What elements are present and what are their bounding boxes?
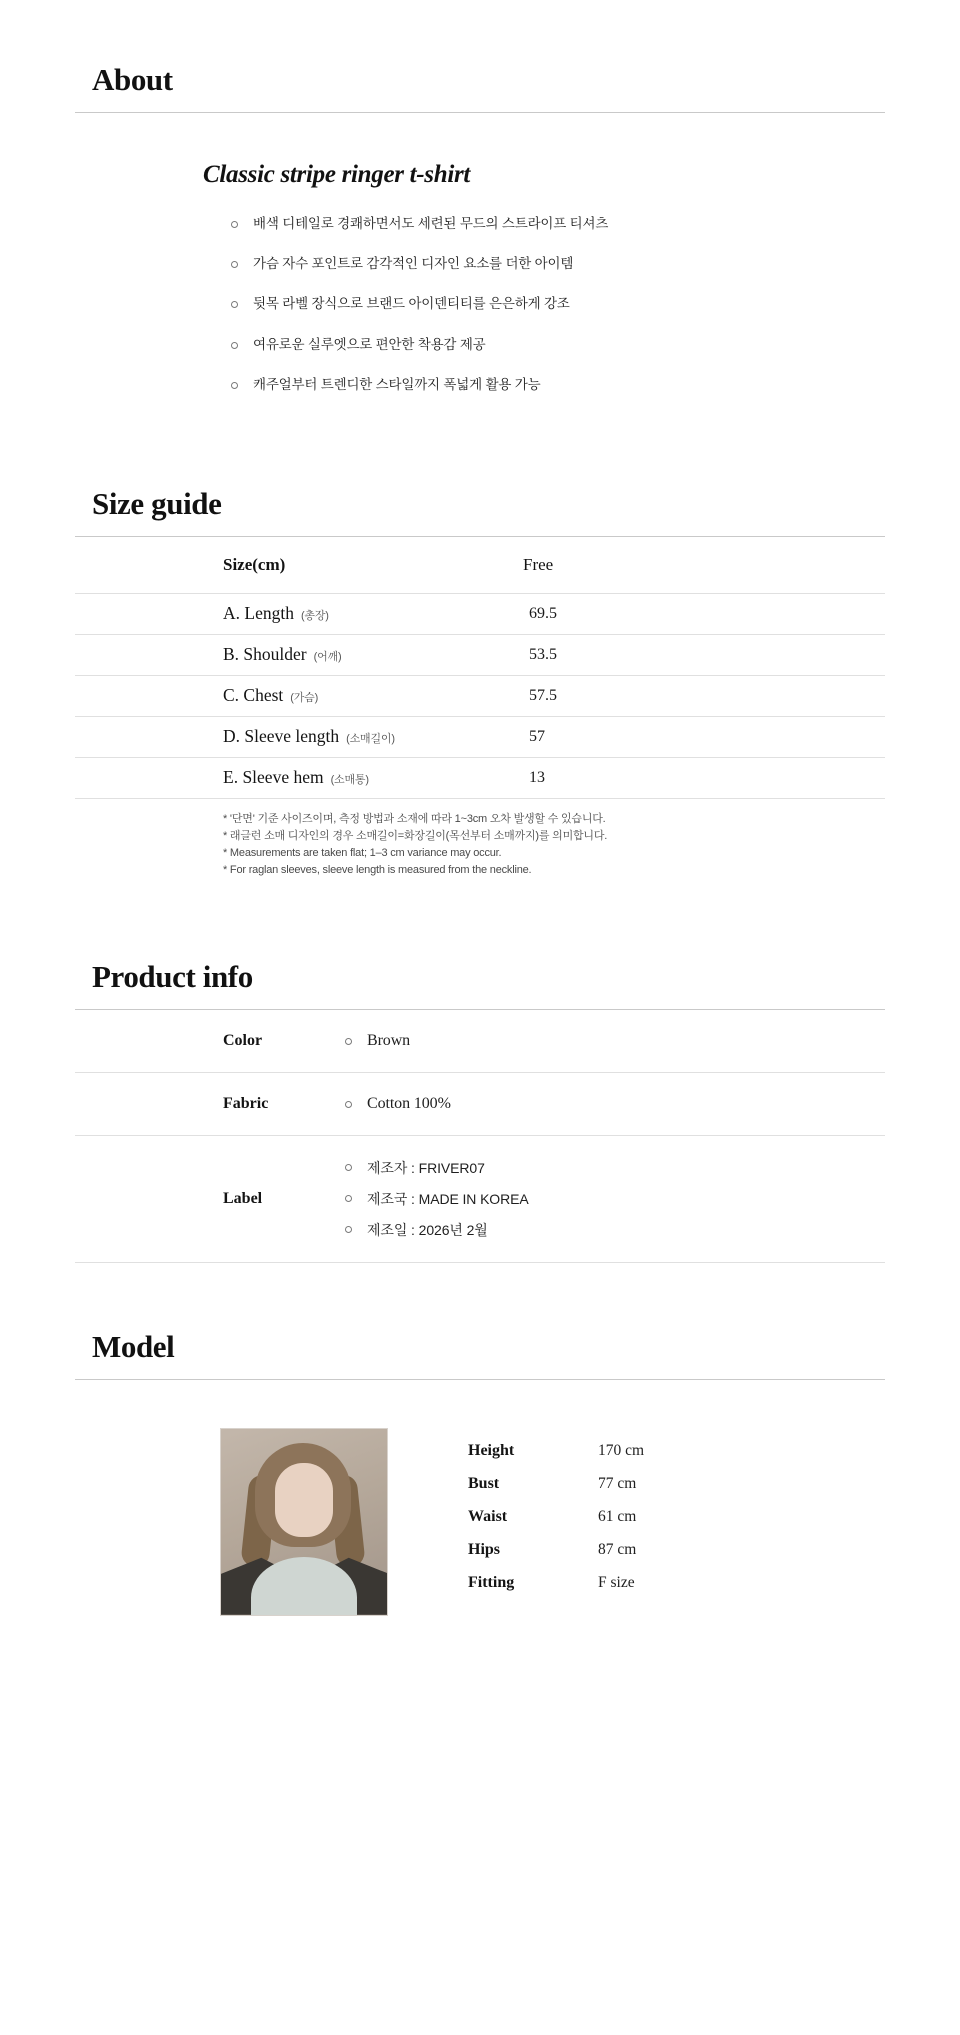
model-spec-value: 170 cm [598, 1441, 645, 1459]
table-row [468, 1541, 644, 1574]
table-row [468, 1508, 644, 1541]
size-guide-table [75, 537, 885, 799]
size-row-label-en: A. Length [223, 603, 294, 624]
list-item: 제조국 : MADE IN KOREA [345, 1189, 885, 1209]
product-info-body [75, 1010, 885, 1263]
model-specs-table [468, 1442, 644, 1607]
size-row-label [75, 593, 505, 634]
size-row-label-en: D. Sleeve length [223, 726, 340, 747]
list-item: 제조일 : 2026년 2월 [345, 1220, 885, 1240]
size-note: * Measurements are taken flat; 1–3 cm variance may occur. [223, 846, 502, 859]
model-spec-value: 77 cm [598, 1474, 637, 1492]
size-table-head [75, 537, 885, 593]
about-body [75, 113, 885, 394]
size-guide-notes [75, 799, 885, 879]
table-header-row [75, 537, 885, 593]
size-row-label-kr: (가슴) [290, 692, 319, 705]
model-spec-value: 61 cm [598, 1507, 637, 1525]
size-row-label-kr: (총장) [300, 610, 329, 623]
size-note: * For raglan sleeves, sleeve length is measured from the neckline. [223, 863, 532, 876]
product-info-value-list [345, 1158, 885, 1240]
size-row-label-kr: (어깨) [313, 651, 342, 664]
about-title: About [92, 62, 173, 97]
model-specs [468, 1428, 644, 1607]
model-spec-key: Height [468, 1441, 515, 1459]
about-feature-list [203, 215, 885, 394]
table-row [468, 1442, 644, 1475]
model-spec-key: Waist [468, 1507, 508, 1525]
product-info-table [75, 1010, 885, 1263]
table-row [75, 675, 885, 716]
table-row [468, 1475, 644, 1508]
list-item: Brown [345, 1032, 885, 1050]
table-row [75, 1010, 885, 1073]
product-info-value-list [345, 1095, 885, 1113]
size-row-value: 57 [505, 716, 885, 757]
model-spec-key: Hips [468, 1540, 501, 1558]
model-section [75, 1263, 885, 1676]
size-row-label-en: B. Shoulder [223, 644, 307, 665]
list-item: 캐주얼부터 트렌디한 스타일까지 폭넓게 활용 가능 [231, 376, 885, 394]
product-info-value [325, 1135, 885, 1262]
product-info-title: Product info [92, 958, 253, 994]
size-row-label-en: C. Chest [223, 685, 284, 706]
size-row-label [75, 634, 505, 675]
product-info-key: Label [75, 1135, 325, 1262]
size-row-label-kr: (소매통) [330, 774, 369, 787]
size-row-value: 57.5 [505, 675, 885, 716]
size-note: * 래글런 소매 디자인의 경우 소매길이=화장길이(목선부터 소매까지)를 의미합니다. [223, 829, 608, 842]
model-spec-key: Bust [468, 1474, 500, 1492]
model-title: Model [92, 1328, 175, 1364]
list-item: 뒷목 라벨 장식으로 브랜드 아이덴티티를 은은하게 강조 [231, 295, 885, 313]
list-item: 여유로운 실루엣으로 편안한 착용감 제공 [231, 336, 885, 354]
model-spec-value: F size [598, 1573, 635, 1591]
list-item: 가슴 자수 포인트로 감각적인 디자인 요소를 더한 아이템 [231, 255, 885, 273]
list-item: 제조자 : FRIVER07 [345, 1158, 885, 1178]
model-spec-value: 87 cm [598, 1540, 637, 1558]
about-section [75, 0, 885, 394]
table-row [75, 593, 885, 634]
about-product-name: Classic stripe ringer t-shirt [203, 161, 471, 188]
face [275, 1463, 333, 1537]
product-info-section [75, 879, 885, 1010]
list-item: 배색 디테일로 경쾌하면서도 세련된 무드의 스트라이프 티셔츠 [231, 215, 885, 233]
table-row [75, 757, 885, 798]
table-row [75, 1072, 885, 1135]
model-spec-key: Fitting [468, 1573, 515, 1591]
size-row-label-kr: (소매길이) [346, 733, 395, 746]
size-row-label-en: E. Sleeve hem [223, 767, 324, 788]
list-item: Cotton 100% [345, 1095, 885, 1113]
size-row-label [75, 716, 505, 757]
size-guide-title: Size guide [92, 486, 222, 522]
table-row [468, 1574, 644, 1607]
size-row-label [75, 675, 505, 716]
product-info-key: Fabric [75, 1072, 325, 1135]
table-row [75, 1135, 885, 1262]
model-photo [220, 1428, 388, 1616]
product-info-key: Color [75, 1010, 325, 1073]
model-body [75, 1380, 885, 1616]
product-info-value [325, 1072, 885, 1135]
product-info-value-list [345, 1032, 885, 1050]
size-row-value: 13 [505, 757, 885, 798]
size-col-header-label: Size(cm) [75, 537, 505, 593]
product-info-value [325, 1010, 885, 1073]
size-row-value: 53.5 [505, 634, 885, 675]
table-row [75, 634, 885, 675]
size-note: * '단면' 기준 사이즈이며, 측정 방법과 소재에 따라 1~3cm 오차 발생할 수 있습니다. [223, 812, 606, 825]
size-col-header-free: Free [505, 537, 885, 593]
table-row [75, 716, 885, 757]
size-row-label [75, 757, 505, 798]
size-guide-section [75, 394, 885, 537]
size-row-value: 69.5 [505, 593, 885, 634]
size-table-body [75, 593, 885, 798]
